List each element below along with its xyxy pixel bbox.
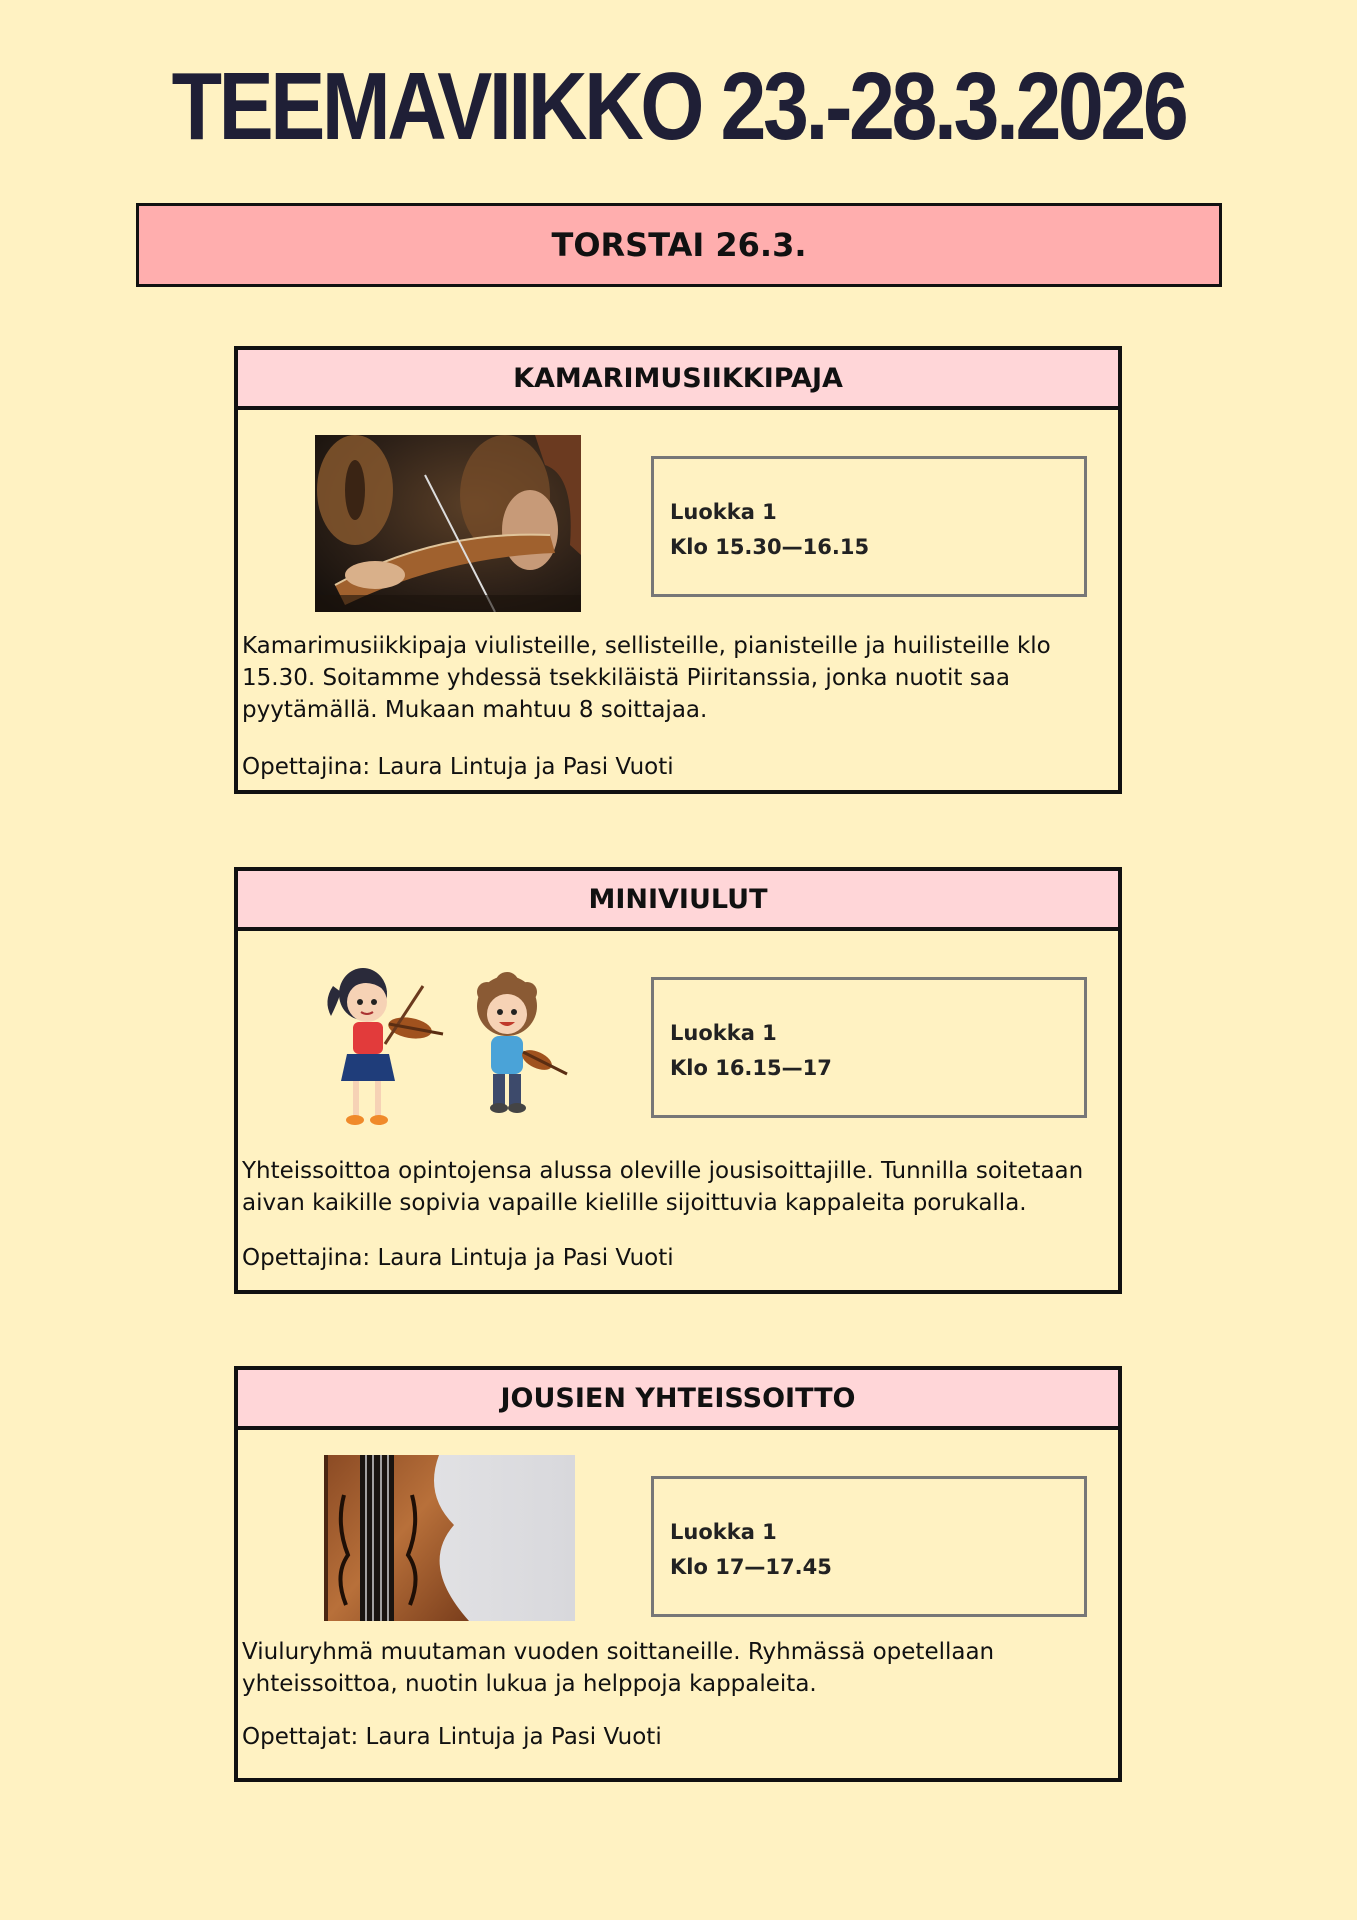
event-title: MINIVIULUT bbox=[238, 871, 1118, 931]
event-title: JOUSIEN YHTEISSOITTO bbox=[238, 1370, 1118, 1430]
event-teachers: Opettajina: Laura Lintuja ja Pasi Vuoti bbox=[242, 1245, 674, 1271]
violinist-photo bbox=[315, 435, 581, 612]
event-info-box bbox=[651, 456, 1087, 597]
room-label: Luokka 1 bbox=[670, 500, 777, 524]
violin-closeup-photo bbox=[324, 1455, 575, 1621]
event-title: KAMARIMUSIIKKIPAJA bbox=[238, 350, 1118, 410]
room-label: Luokka 1 bbox=[670, 1520, 777, 1544]
event-card-miniviulut bbox=[234, 867, 1122, 1294]
time-label: Klo 15.30—16.15 bbox=[670, 535, 870, 559]
day-banner: TORSTAI 26.3. bbox=[136, 203, 1222, 287]
event-teachers: Opettajat: Laura Lintuja ja Pasi Vuoti bbox=[242, 1724, 662, 1750]
page-title: TEEMAVIIKKO 23.-28.3.2026 bbox=[171, 53, 1186, 160]
event-description: Kamarimusiikkipaja viulisteille, sellisteille, pianisteille ja huilisteille klo 15.30. Soitamme yhdessä tsekkiläistä Piiritanssia, jonka nuotit saa pyytämällä. Mukaan mahtuu 8 soittajaa. bbox=[242, 633, 1051, 723]
event-card-kamarimusiikkipaja bbox=[234, 346, 1122, 794]
event-card-jousien-yhteissoitto bbox=[234, 1366, 1122, 1782]
event-info-box bbox=[651, 977, 1087, 1118]
event-description: Yhteissoittoa opintojensa alussa oleville jousisoittajille. Tunnilla soitetaan aivan kaikille sopivia vapaille kielille sijoittuvia kappaleita porukalla. bbox=[242, 1158, 1084, 1216]
event-info-box bbox=[651, 1476, 1087, 1617]
event-teachers: Opettajina: Laura Lintuja ja Pasi Vuoti bbox=[242, 754, 674, 780]
kids-violin-illustration bbox=[315, 956, 581, 1141]
event-description: Viuluryhmä muutaman vuoden soittaneille. Ryhmässä opetellaan yhteissoittoa, nuotin lukua ja helppoja kappaleita. bbox=[242, 1639, 995, 1697]
time-label: Klo 17—17.45 bbox=[670, 1555, 832, 1579]
time-label: Klo 16.15—17 bbox=[670, 1056, 832, 1080]
room-label: Luokka 1 bbox=[670, 1021, 777, 1045]
